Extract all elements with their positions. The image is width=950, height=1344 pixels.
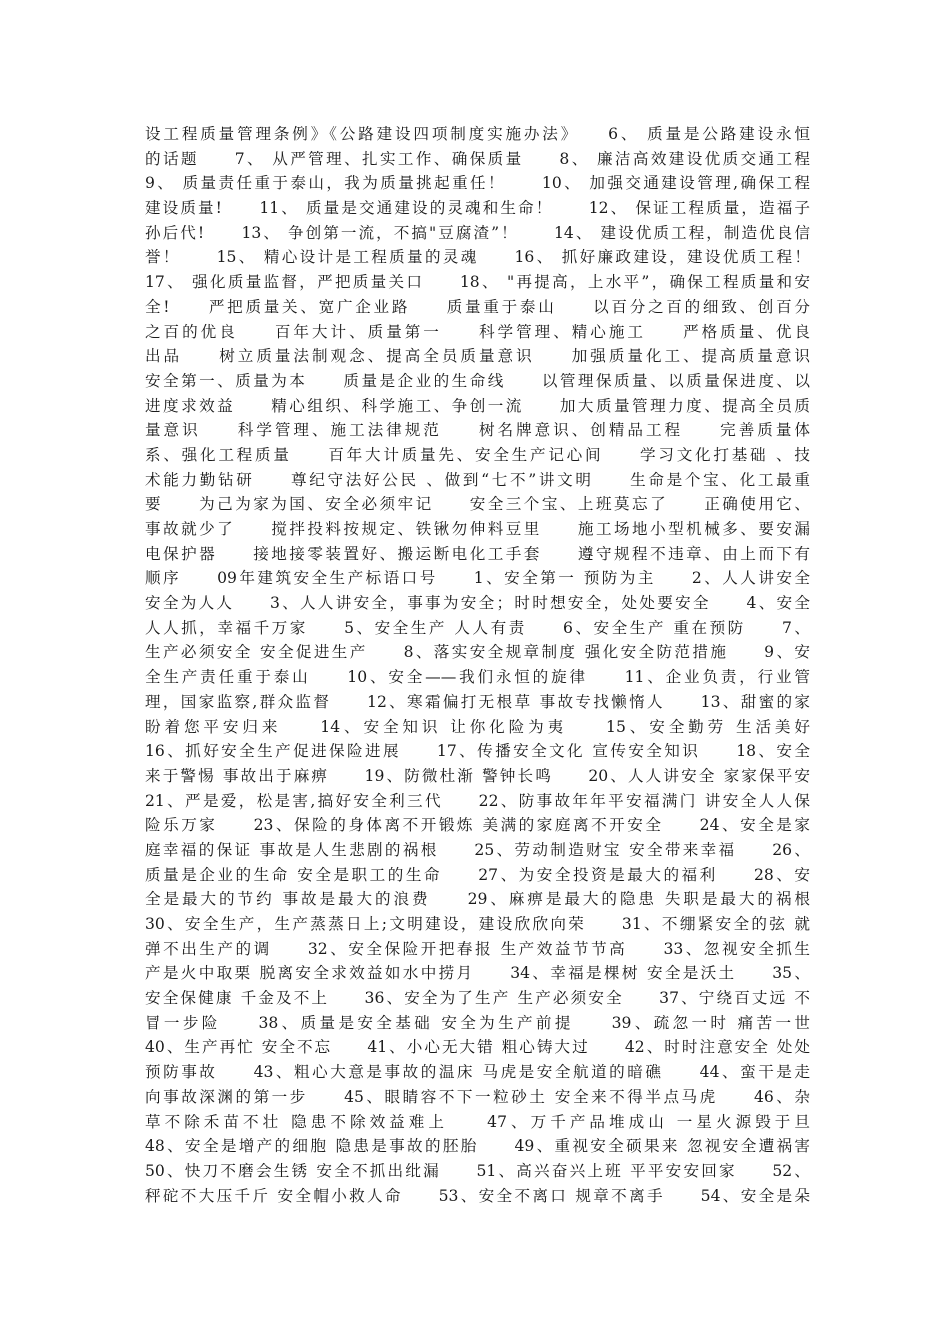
text-line: 险乐万家 23、保险的身体离不开锻炼 美满的家庭离不开安全 24、安全是家 [145,816,810,835]
text-line: 理，国家监察,群众监督 12、寒霜偏打无根草 事故专找懒惰人 13、甜蜜的家 [145,692,810,711]
text-line: 设工程质量管理条例》《公路建设四项制度实施办法》 6、 质量是公路建设永恒 [145,125,810,143]
text-line: 盼着您平安归来 14、安全知识 让你化险为夷 15、安全勤劳 生活美好 [145,717,810,736]
text-line: 50、快刀不磨会生锈 安全不抓出纰漏 51、高兴奋兴上班 平平安安回家 52、 [145,1161,810,1180]
text-line: 誉！ 15、 精心设计是工程质量的灵魂 16、 抓好廉政建设，建设优质工程！ [145,248,810,267]
text-line: 质量是企业的生命 安全是职工的生命 27、为安全投资是最大的福利 28、安 [145,865,810,884]
document-page [145,122,810,1208]
text-line: 产是火中取栗 脱离安全求效益如水中捞月 34、幸福是棵树 安全是沃土 35、 [145,964,810,983]
text-line: 全! 严把质量关、宽广企业路 质量重于泰山 以百分之百的细致、创百分 [145,297,810,316]
text-line: 的话题 7、 从严管理、扎实工作、确保质量 8、 廉洁高效建设优质交通工程 [145,149,810,168]
text-line: 弹不出生产的调 32、安全保险开把春报 生产效益节节高 33、忽视安全抓生 [145,939,810,958]
text-line: 系、强化工程质量 百年大计质量先、安全生产记心间 学习文化打基础 、技 [145,445,810,464]
text-line: 顺序 09年建筑安全生产标语口号 1、安全第一 预防为主 2、人人讲安全 [145,569,810,588]
text-line: 30、安全生产，生产蒸蒸日上;文明建设，建设欣欣向荣 31、不绷紧安全的弦 就 [145,915,810,933]
text-line: 术能力勤钻研 尊纪守法好公民 、做到“七不”讲文明 生命是个宝、化工最重 [145,470,810,489]
text-line: 9、 质量责任重于泰山，我为质量挑起重任！ 10、 加强交通建设管理,确保工程 [145,174,810,193]
text-line: 秤砣不大压千斤 安全帽小救人命 53、安全不离口 规章不离手 54、安全是朵 [145,1186,810,1205]
text-line: 全生产责任重于泰山 10、安全——我们永恒的旋律 11、企业负责，行业管 [145,668,810,687]
text-line: 量意识 科学管理、施工法律规范 树名牌意识、创精品工程 完善质量体 [145,421,810,440]
text-line: 向事故深渊的第一步 45、眼睛容不下一粒砂土 安全来不得半点马虎 46、杂 [145,1087,810,1106]
text-line: 48、安全是增产的细胞 隐患是事故的胚胎 49、重视安全硕果来 忽视安全遭祸害 [145,1137,810,1156]
text-line: 孙后代! 13、 争创第一流，不搞"豆腐渣”！ 14、 建设优质工程，制造优良信 [145,223,810,242]
text-line: 来于警惕 事故出于麻痹 19、防微杜渐 警钟长鸣 20、人人讲安全 家家保平安 [145,766,810,785]
text-line: 草不除禾苗不壮 隐患不除效益难上 47、万千产品堆成山 一星火源毁于旦 [145,1112,810,1131]
text-line: 庭幸福的保证 事故是人生悲剧的祸根 25、劳动制造财宝 安全带来幸福 26、 [145,840,810,859]
text-line: 建设质量! 11、 质量是交通建设的灵魂和生命！ 12、 保证工程质量，造福子 [145,199,810,218]
text-line: 21、严是爱，松是害,搞好安全利三代 22、防事故年年平安福满门 讲安全人人保 [145,791,810,810]
text-line: 冒一步险 38、质量是安全基础 安全为生产前提 39、疏忽一时 痛苦一世 [145,1013,810,1032]
text-line: 16、抓好安全生产促进保险进展 17、传播安全文化 宣传安全知识 18、安全 [145,742,810,761]
text-line: 之百的优良 百年大计、质量第一 科学管理、精心施工 严格质量、优良 [145,322,810,341]
text-line: 出品 树立质量法制观念、提高全员质量意识 加强质量化工、提高质量意识 [145,347,810,366]
text-line: 人人抓，幸福千万家 5、安全生产 人人有责 6、安全生产 重在预防 7、 [145,618,810,637]
text-line: 安全保健康 千金及不上 36、安全为了生产 生产必须安全 37、宁绕百丈远 不 [145,989,810,1008]
text-line: 安全为人人 3、人人讲安全，事事为安全；时时想安全，处处要安全 4、安全 [145,594,810,613]
text-line: 进度求效益 精心组织、科学施工、争创一流 加大质量管理力度、提高全员质 [145,396,810,415]
text-line: 安全第一、质量为本 质量是企业的生命线 以管理保质量、以质量保进度、以 [145,371,810,390]
text-line: 要 为己为家为国、安全必须牢记 安全三个宝、上班莫忘了 正确使用它、 [145,495,810,514]
text-line: 17、 强化质量监督，严把质量关口 18、 "再提高，上水平”，确保工程质量和安 [145,273,810,292]
text-line: 电保护器 接地接零装置好、搬运断电化工手套 遵守规程不违章、由上而下有 [145,544,810,563]
text-line: 生产必须安全 安全促进生产 8、落实安全规章制度 强化安全防范措施 9、安 [145,643,810,662]
text-line: 全是最大的节约 事故是最大的浪费 29、麻痹是最大的隐患 失职是最大的祸根 [145,890,810,909]
text-line: 40、生产再忙 安全不忘 41、小心无大错 粗心铸大过 42、时时注意安全 处处 [145,1038,810,1057]
text-line: 事故就少了 搅拌投料按规定、铁锹勿伸料豆里 施工场地小型机械多、要安漏 [145,520,810,538]
text-line: 预防事故 43、粗心大意是事故的温床 马虎是安全航道的暗礁 44、蛮干是走 [145,1063,810,1082]
